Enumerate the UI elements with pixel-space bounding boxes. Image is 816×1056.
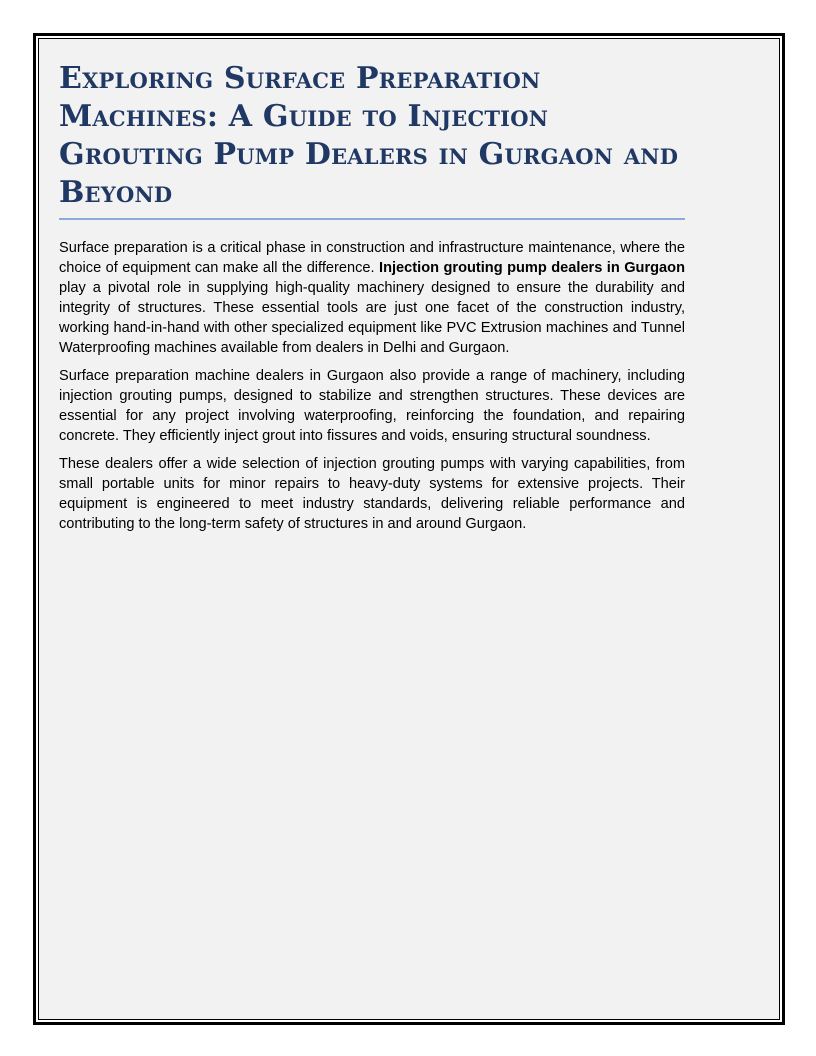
paragraph-2: Surface preparation machine dealers in Gurgaon also provide a range of machinery, including injection grouting pumps, designed to stabilize and strengthen structures. These devices are essential for any project involving waterproofing, reinforcing the foundation, and repairing concrete. They efficiently inject grout into fissures and voids, ensuring structural soundness.	[59, 368, 685, 444]
paragraph-1-text-end: play a pivotal role in supplying high-quality machinery designed to ensure the durability and integrity of structures. These essential tools are just one facet of the construction industry, working hand-in-hand with other specialized equipment like PVC Extrusion machines and Tunnel Waterproofing machines available from dealers in Delhi and Gurgaon.	[59, 280, 685, 356]
paragraph-1	[59, 238, 685, 358]
paragraph-1-text-start: Surface preparation is a critical phase in construction and infrastructure maintenance, where the choice of equipment can make all the difference.	[59, 240, 685, 276]
paragraph-1-bold-phrase: Injection grouting pump dealers in Gurgaon	[379, 260, 686, 276]
title-underline-rule	[59, 218, 685, 220]
document-title: Exploring Surface Preparation Machines: A Guide to Injection Grouting Pump Dealers in Gurgaon and Beyond	[59, 61, 679, 210]
document-body	[59, 238, 685, 534]
paragraph-3: These dealers offer a wide selection of injection grouting pumps with varying capabilities, from small portable units for minor repairs to heavy-duty systems for extensive projects. Their equipment is engineered to meet industry standards, delivering reliable performance and contributing to the long-term safety of structures in and around Gurgaon.	[59, 456, 685, 532]
document-content	[59, 60, 685, 542]
